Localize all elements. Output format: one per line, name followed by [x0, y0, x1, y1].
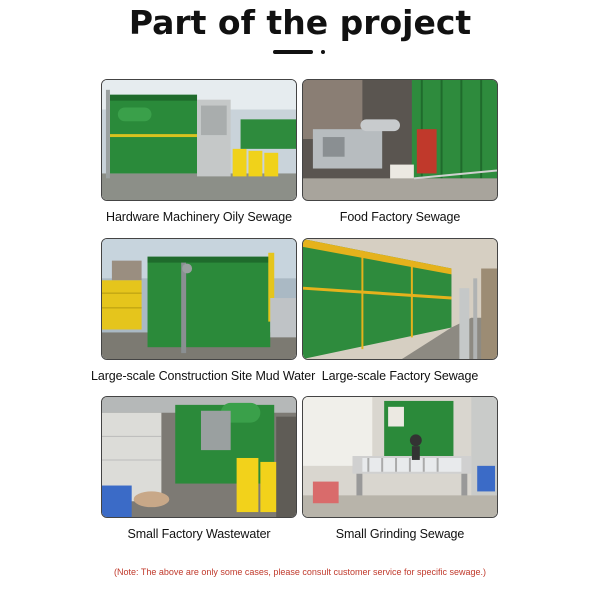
case-photo [302, 396, 498, 518]
title-underline-dot [321, 50, 325, 54]
case-photo [101, 79, 297, 201]
footer-note: (Note: The above are only some cases, please consult customer service for specific sewage.) [113, 567, 486, 577]
case-caption: Large-scale Construction Site Mud Water [91, 369, 316, 383]
case-caption: Hardware Machinery Oily Sewage [106, 210, 292, 224]
case-photo [101, 238, 297, 360]
case-card-small-factory [101, 396, 297, 541]
case-card-food-factory [302, 79, 498, 224]
case-card-hardware-machinery [101, 79, 297, 224]
case-photo [302, 79, 498, 201]
case-caption: Large-scale Factory Sewage [321, 369, 479, 383]
title-underline [273, 50, 313, 54]
case-photo [101, 396, 297, 518]
case-caption: Small Factory Wastewater [127, 527, 271, 541]
case-card-large-factory [302, 238, 498, 383]
case-caption: Small Grinding Sewage [335, 527, 465, 541]
case-caption: Food Factory Sewage [339, 210, 461, 224]
case-card-construction-site [91, 238, 316, 383]
case-card-small-grinding [302, 396, 498, 541]
page-title: Part of the project [128, 3, 472, 42]
case-photo [302, 238, 498, 360]
